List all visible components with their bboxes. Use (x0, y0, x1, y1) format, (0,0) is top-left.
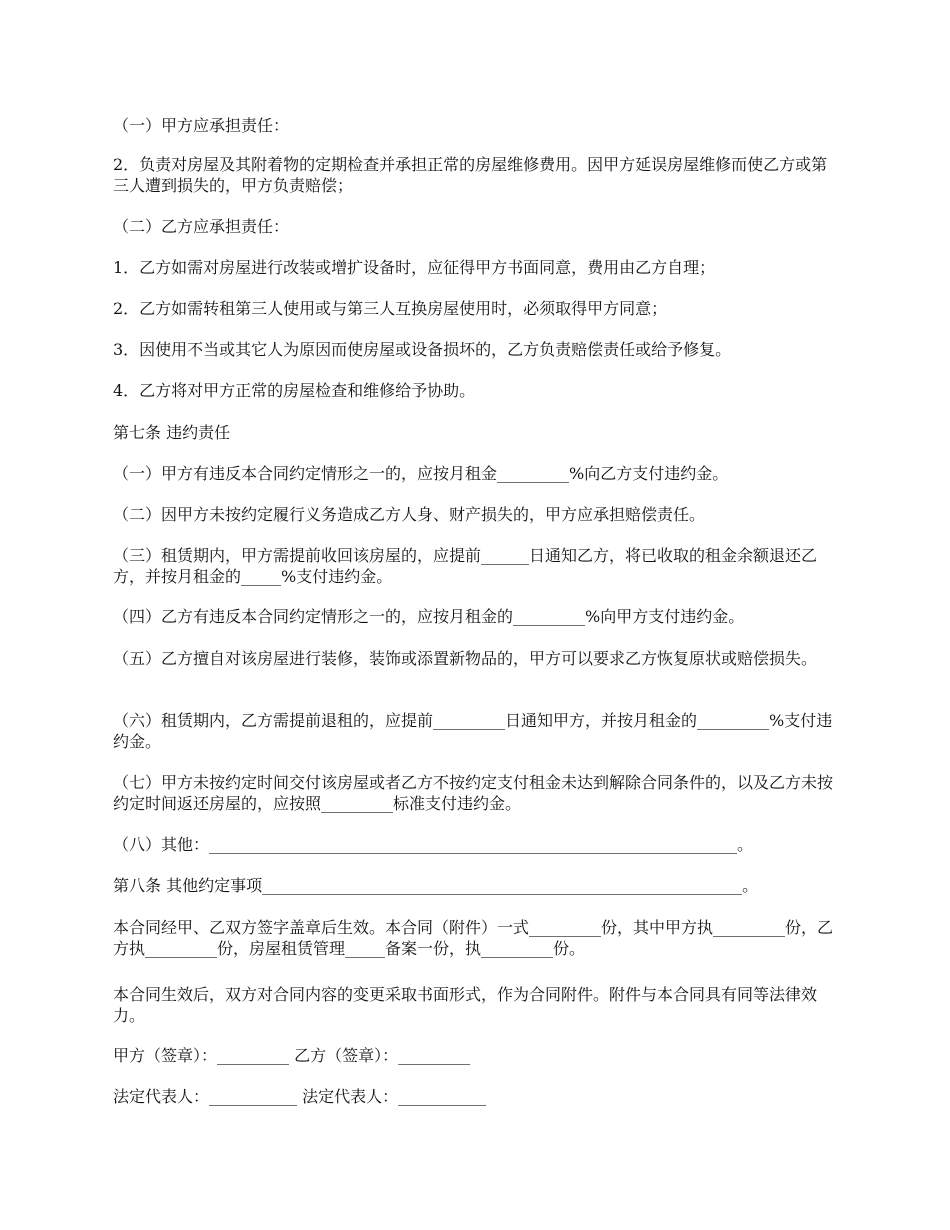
party-b-duty-3: 3．因使用不当或其它人为原因而使房屋或设备损坏的，乙方负责赔偿责任或给予修复。 (113, 340, 732, 359)
party-b-duty-2: 2．乙方如需转租第三人使用或与第三人互换房屋使用时，必须取得甲方同意； (113, 299, 668, 318)
party-b-duty-4: 4．乙方将对甲方正常的房屋检查和维修给予协助。 (113, 381, 476, 400)
party-b-duties-heading: （二）乙方应承担责任： (113, 217, 290, 236)
breach-clause-1: （一）甲方有违反本合同约定情形之一的，应按月租金_________%向乙方支付违约金。 (113, 464, 729, 483)
effectiveness-clause: 本合同经甲、乙双方签字盖章后生效。本合同（附件）一式_________份，其中甲方执_________份，乙方执_________份，房屋租赁管理_____备案一份，执_________份。 (113, 918, 834, 958)
party-b-duty-1: 1．乙方如需对房屋进行改装或增扩设备时，应征得甲方书面同意，费用由乙方自理； (113, 258, 716, 277)
breach-clause-4: （四）乙方有违反本合同约定情形之一的，应按月租金的_________%向甲方支付违约金。 (113, 607, 745, 626)
amendment-clause: 本合同生效后，双方对合同内容的变更采取书面形式，作为合同附件。附件与本合同具有同等法律效力。 (113, 985, 818, 1025)
party-a-duties-heading: （一）甲方应承担责任： (113, 116, 290, 135)
article-7-heading: 第七条 违约责任 (113, 423, 231, 442)
breach-clause-3: （三）租赁期内，甲方需提前收回该房屋的，应提前______日通知乙方，将已收取的租金余额退还乙方，并按月租金的_____%支付违约金。 (113, 546, 818, 586)
breach-clause-6: （六）租赁期内，乙方需提前退租的，应提前_________日通知甲方，并按月租金的_________%支付违约金。 (113, 711, 833, 751)
breach-clause-5: （五）乙方擅自对该房屋进行装修，装饰或添置新物品的，甲方可以要求乙方恢复原状或赔偿损失。 (113, 649, 818, 668)
article-8-heading: 第八条 其他约定事项____________________________________________________________。 (113, 876, 759, 895)
legal-representative-line: 法定代表人：___________ 法定代表人：___________ (113, 1087, 487, 1106)
party-a-duty-2: 2．负责对房屋及其附着物的定期检查并承担正常的房屋维修费用。因甲方延误房屋维修而使乙方或第三人遭到损失的，甲方负责赔偿； (113, 155, 828, 195)
signature-line: 甲方（签章）：_________ 乙方（签章）：_________ (113, 1046, 471, 1065)
breach-clause-2: （二）因甲方未按约定履行义务造成乙方人身、财产损失的，甲方应承担赔偿责任。 (113, 505, 706, 524)
breach-clause-8: （八）其他：__________________________________________________________________。 (113, 835, 754, 854)
breach-clause-7: （七）甲方未按约定时间交付该房屋或者乙方不按约定支付租金未达到解除合同条件的，以及乙方未按约定时间返还房屋的，应按照_________标准支付违约金。 (113, 773, 834, 813)
